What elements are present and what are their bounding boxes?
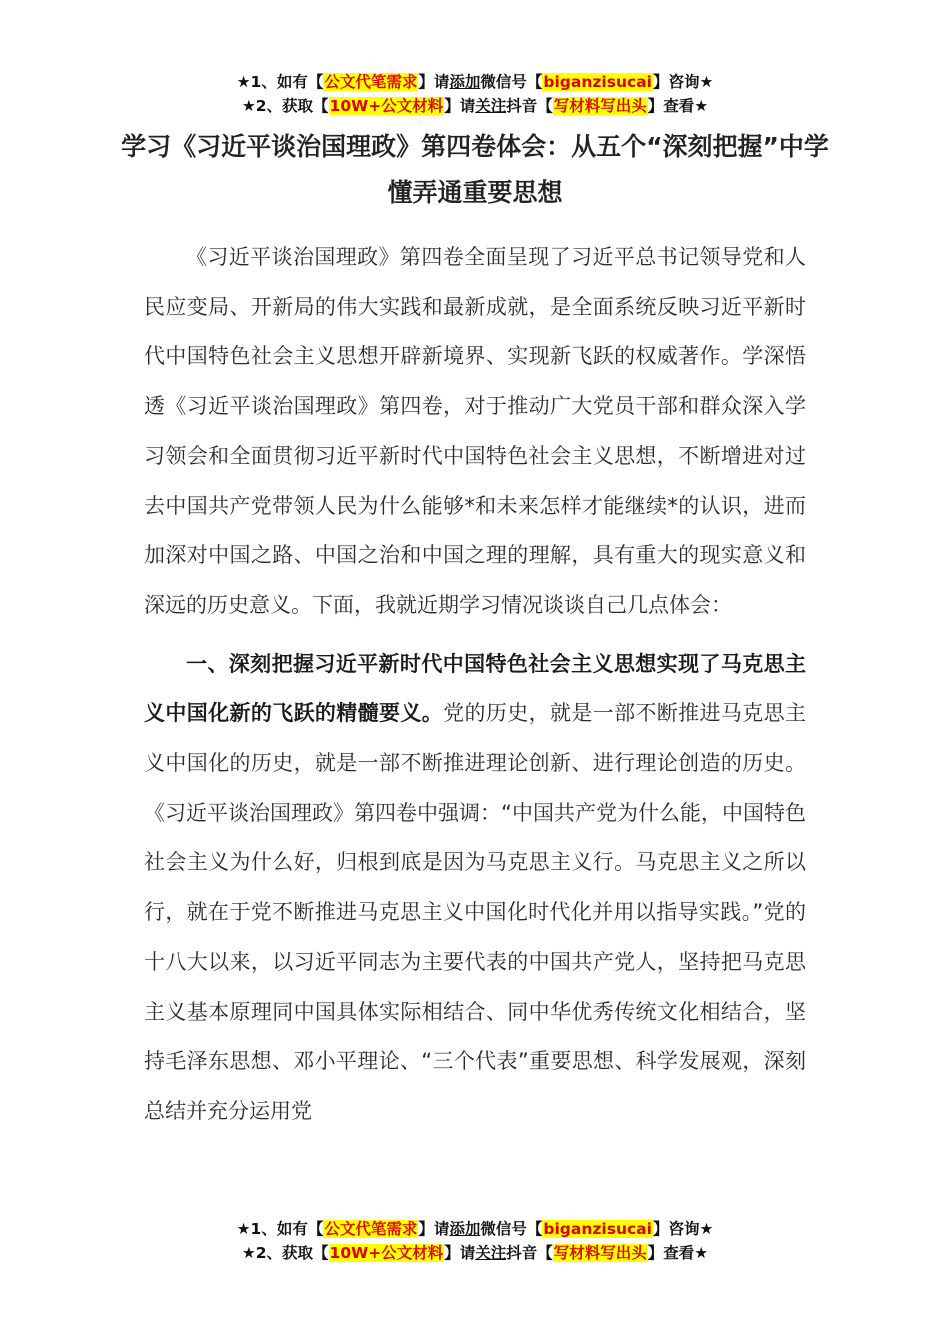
- bottom-banner: [0, 1217, 950, 1265]
- banner-text: 】请: [444, 97, 476, 115]
- banner-highlight-materials: 10W+公文材料: [329, 1244, 444, 1262]
- banner-text: ★1、如有【: [236, 1220, 324, 1238]
- banner-highlight-douyin: 写材料写出头: [553, 1244, 647, 1262]
- document-title: 学习《习近平谈治国理政》第四卷体会：从五个“深刻把握”中学懂弄通重要思想: [121, 132, 829, 207]
- banner-text: 抖音【: [506, 1244, 553, 1262]
- banner-line-2: [0, 94, 950, 118]
- banner-highlight-wechat-id: biganzisucai: [543, 1220, 652, 1238]
- section-1-paragraph: [144, 640, 806, 1137]
- banner-underline-follow: 关注: [475, 1244, 507, 1262]
- banner-text: 微信号【: [480, 73, 543, 91]
- banner-highlight-service: 公文代笔需求: [324, 1220, 418, 1238]
- banner-line-2: [0, 1241, 950, 1265]
- banner-highlight-materials: 10W+公文材料: [329, 97, 444, 115]
- banner-text: 抖音【: [506, 97, 553, 115]
- banner-underline-add: 添加: [449, 73, 481, 91]
- banner-text: 】查看★: [647, 1244, 709, 1262]
- banner-highlight-wechat-id: biganzisucai: [543, 73, 652, 91]
- banner-text: ★1、如有【: [236, 73, 324, 91]
- banner-highlight-service: 公文代笔需求: [324, 73, 418, 91]
- top-banner: [0, 70, 950, 118]
- banner-text: 】查看★: [647, 97, 709, 115]
- section-1-heading: 一、深刻把握习近平新时代中国特色社会主义思想实现了马克思主义中国化新的飞跃的精髓要义。: [144, 651, 806, 726]
- section-1-body: 党的历史，就是一部不断推进马克思主义中国化的历史，就是一部不断推进理论创新、进行理论创造的历史。《习近平谈治国理政》第四卷中强调：“中国共产党为什么能，中国特色社会主义为什么好，归根到底是因为马克思主义行。马克思主义之所以行，就在于党不断推进马克思主义中国化时代化并用以指导实践。”党的十八大以来，以习近平同志为主要代表的中国共产党人，坚持把马克思主义基本原理同中国具体实际相结合、同中华优秀传统文化相结合，坚持毛泽东思想、邓小平理论、“三个代表”重要思想、科学发展观，深刻总结并充分运用党: [144, 701, 807, 1123]
- banner-highlight-douyin: 写材料写出头: [553, 97, 647, 115]
- banner-text: 】咨询★: [652, 1220, 714, 1238]
- document-body: [144, 233, 806, 1137]
- banner-text: 】请: [418, 73, 450, 91]
- intro-paragraph: 《习近平谈治国理政》第四卷全面呈现了习近平总书记领导党和人民应变局、开新局的伟大实践和最新成就，是全面系统反映习近平新时代中国特色社会主义思想开辟新境界、实现新飞跃的权威著作。学深悟透《习近平谈治国理政》第四卷，对于推动广大党员干部和群众深入学习领会和全面贯彻习近平新时代中国特色社会主义思想，不断增进对过去中国共产党带领人民为什么能够*和未来怎样才能继续*的认识，进而加深对中国之路、中国之治和中国之理的理解，具有重大的现实意义和深远的历史意义。下面，我就近期学习情况谈谈自己几点体会：: [144, 245, 806, 617]
- banner-line-1: [0, 70, 950, 94]
- banner-text: ★2、获取【: [241, 1244, 329, 1262]
- banner-text: ★2、获取【: [241, 97, 329, 115]
- banner-text: 微信号【: [480, 1220, 543, 1238]
- banner-text: 】请: [444, 1244, 476, 1262]
- banner-text: 】咨询★: [652, 73, 714, 91]
- banner-underline-add: 添加: [449, 1220, 481, 1238]
- banner-text: 】请: [418, 1220, 450, 1238]
- banner-underline-follow: 关注: [475, 97, 507, 115]
- banner-line-1: [0, 1217, 950, 1241]
